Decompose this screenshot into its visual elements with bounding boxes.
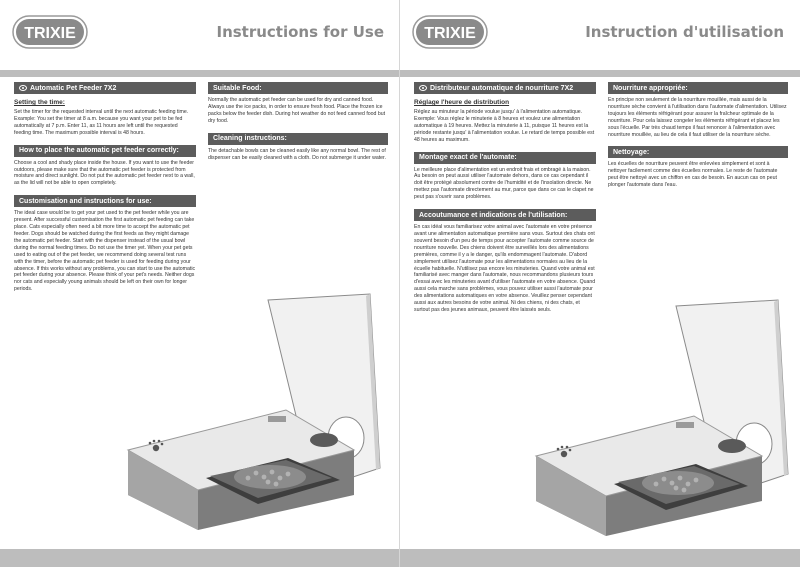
section-heading-text: Nourriture appropriée: (613, 84, 688, 92)
trixie-logo (412, 14, 488, 50)
header-divider (0, 70, 400, 77)
paw-icon (419, 85, 427, 91)
right-header (400, 0, 800, 70)
paw-icon (19, 85, 27, 91)
section-heading (414, 209, 596, 221)
section-text: En principe non seulement de la nourriture mouillée, mais aussi de la nourriture sèche convient à l'utilisation dans l'automate d'alimentation. Utilisez toujours les éléments réfrigérant pour assurer la fraîcheur optimale de la nourriture. Pour cela laissez congeler les éléments réfrigérant et placez les sous l'écuelle. Par très chaud temps il faut renoncer à l'alimentation avec nourriture mouillée, au lieu de cela il faut utiliser de la nourriture sèche. (608, 97, 787, 138)
section-text: Réglez au minuteur la période voulue jusqu' à l'alimentation automatique. Exemple: Vous réglez le minuterie à 8 heures et voulez une alimentation automatique à 19 heures. Mettez la minuterie à 11, puisque 11 heures est la période restante jusqu' à l'alimentation voulue. Le retard de temps possible est 48 heures au maximum. (414, 109, 595, 143)
section-heading (208, 82, 388, 94)
section-heading (208, 133, 388, 145)
section-heading-text: Cleaning instructions: (213, 135, 287, 143)
section-text: Les écuelles de nourriture peuvent être enlevées simplement et sont à nettoyer facilement comme des écuelles normales. Le reste de l'automate peut être nettoyé avec un chiffon en cas de besoin. En aucun cas on peut plonger l'automate dans l'eau. (608, 161, 778, 189)
section-text: The ideal case would be to get your pet used to the pet feeder while you are present. After successful customisation the first automatic pet feeding can take place. Cats especially often need a bit more time to accept the automatic pet feeder. Dogs should be watched during the first feeds as they might damage the automatic pet feeder. Start with the dispenser instead of the usual bowl during the normal feeding times. Do not use the timer yet. When your pet gets used to eating out of the pet feeder, we recommend doing several test runs with the timer, before the automatic pet feeder is used for feeding during your absence. If this works without any problems, you can start to use the automatic pet feeder during your absence. Please think of your pet's needs. Neither dogs nor cats and especially young animals should be left on their own for longer periods. (14, 210, 196, 293)
logo-text: TRIXIE (24, 25, 76, 42)
section-heading-text: Distributeur automatique de nourriture 7X2 (430, 84, 574, 92)
section-heading (14, 195, 196, 207)
section-heading-text: How to place the automatic pet feeder correctly: (19, 147, 179, 155)
section-subheading: Setting the time: (14, 99, 65, 106)
section-heading-text: Customisation and instructions for use: (19, 197, 152, 205)
section-subheading: Réglage l'heure de distribution (414, 99, 510, 106)
section-text: Set the timer for the requested interval until the next automatic feeding time. Example: You set the timer at 8 a.m. because you want your pet to be fed automatically at 7 p.m. Enter 11, as 11 hours are left until the requested feeding time. The maximum possible interval is 48 hours. (14, 109, 189, 136)
left-column-1 (14, 82, 196, 293)
section-heading (608, 146, 788, 158)
right-page (400, 0, 800, 567)
section-text: En cas idéal vous familiarisez votre animal avec l'automate en votre présence avant une alimentation automatique première sans vous. Surtout des chats ont souvent besoin d'un peu de temps pour accepter l'automate comme source de nourriture nouvelle. Des chiens doivent être surveillés lors des alimentations premières, comme il y a le danger, qu'ils endommagent l'automate. D'abord simplement utilisez l'automate pour les alimentations normales au lieu de la écuelle habituelle. N'utilisez pas encore les minuteries. Quand votre animal est familiarisé avec manger dans l'automate, nous recommandons plusieurs tours d'essai avec les minuteries avant d'utiliser l'automate en votre absence. Quand aussi cela marche sans problèmes, vous pouvez utiliser aussi l'automate pour des alimentations automatiques en votre absence. Veuillez penser cependant aussi aux autres besoins de votre animal. Ni des chiens, ni des chats, et surtout pas des jeunes animaux, peuvent être laissés seuls. (414, 224, 596, 313)
pet-feeder-image (526, 296, 798, 548)
section-text: Le meilleure place d'alimentation est un endroit frais et ombragé à la maison. Au besoin on peut aussi utiliser l'automate dehors, dans ce cas cependant il doit être protégé absolument contre de l'humidité et de l'insolation directe. Ne mettez pas l'automate directement au mur, parce que dans ce cas le clapet ne peut pas s'ouvrir sans problèmes. (414, 166, 594, 201)
section-heading-text: Montage exact de l'automate: (419, 154, 517, 162)
page-footer (400, 549, 800, 567)
section-text: Normally the automatic pet feeder can be used for dry and canned food. Always use the ice packs, in order to ensure fresh food. Place the frozen ice packs below the feeder dish. During hot weather do not feed canned food but dry food. (208, 97, 386, 124)
right-column-2 (608, 82, 788, 189)
section-heading (14, 82, 196, 94)
page-title: Instruction d'utilisation (585, 23, 784, 41)
section-heading-text: Automatic Pet Feeder 7X2 (30, 84, 117, 92)
section-heading (14, 145, 196, 157)
section-text: Choose a cool and shady place inside the house. If you want to use the feeder outdoors, please make sure that the automatic pet feeder is protected from moisture and direct sunlight. Do not put the automatic pet feeder next to a wall, as the lid will not be able to open completely. (14, 159, 195, 187)
logo-text: TRIXIE (424, 25, 476, 42)
page-footer (0, 549, 400, 567)
pet-feeder-image (118, 290, 390, 542)
left-column-2 (208, 82, 388, 161)
section-heading-text: Accoutumance et indications de l'utilisation: (419, 211, 568, 219)
section-heading-text: Suitable Food: (213, 84, 262, 92)
section-heading (608, 82, 788, 94)
section-heading-text: Nettoyage: (613, 148, 650, 156)
section-heading (414, 82, 596, 94)
right-column-1 (414, 82, 596, 314)
left-header (0, 0, 400, 70)
section-text: The detachable bowls can be cleaned easily like any normal bowl. The rest of dispenser can be easily cleaned with a cloth. Do not submerge it under water. (208, 147, 386, 161)
header-divider (400, 70, 800, 77)
section-heading (414, 152, 596, 164)
page-title: Instructions for Use (216, 23, 384, 41)
trixie-logo (12, 14, 88, 50)
